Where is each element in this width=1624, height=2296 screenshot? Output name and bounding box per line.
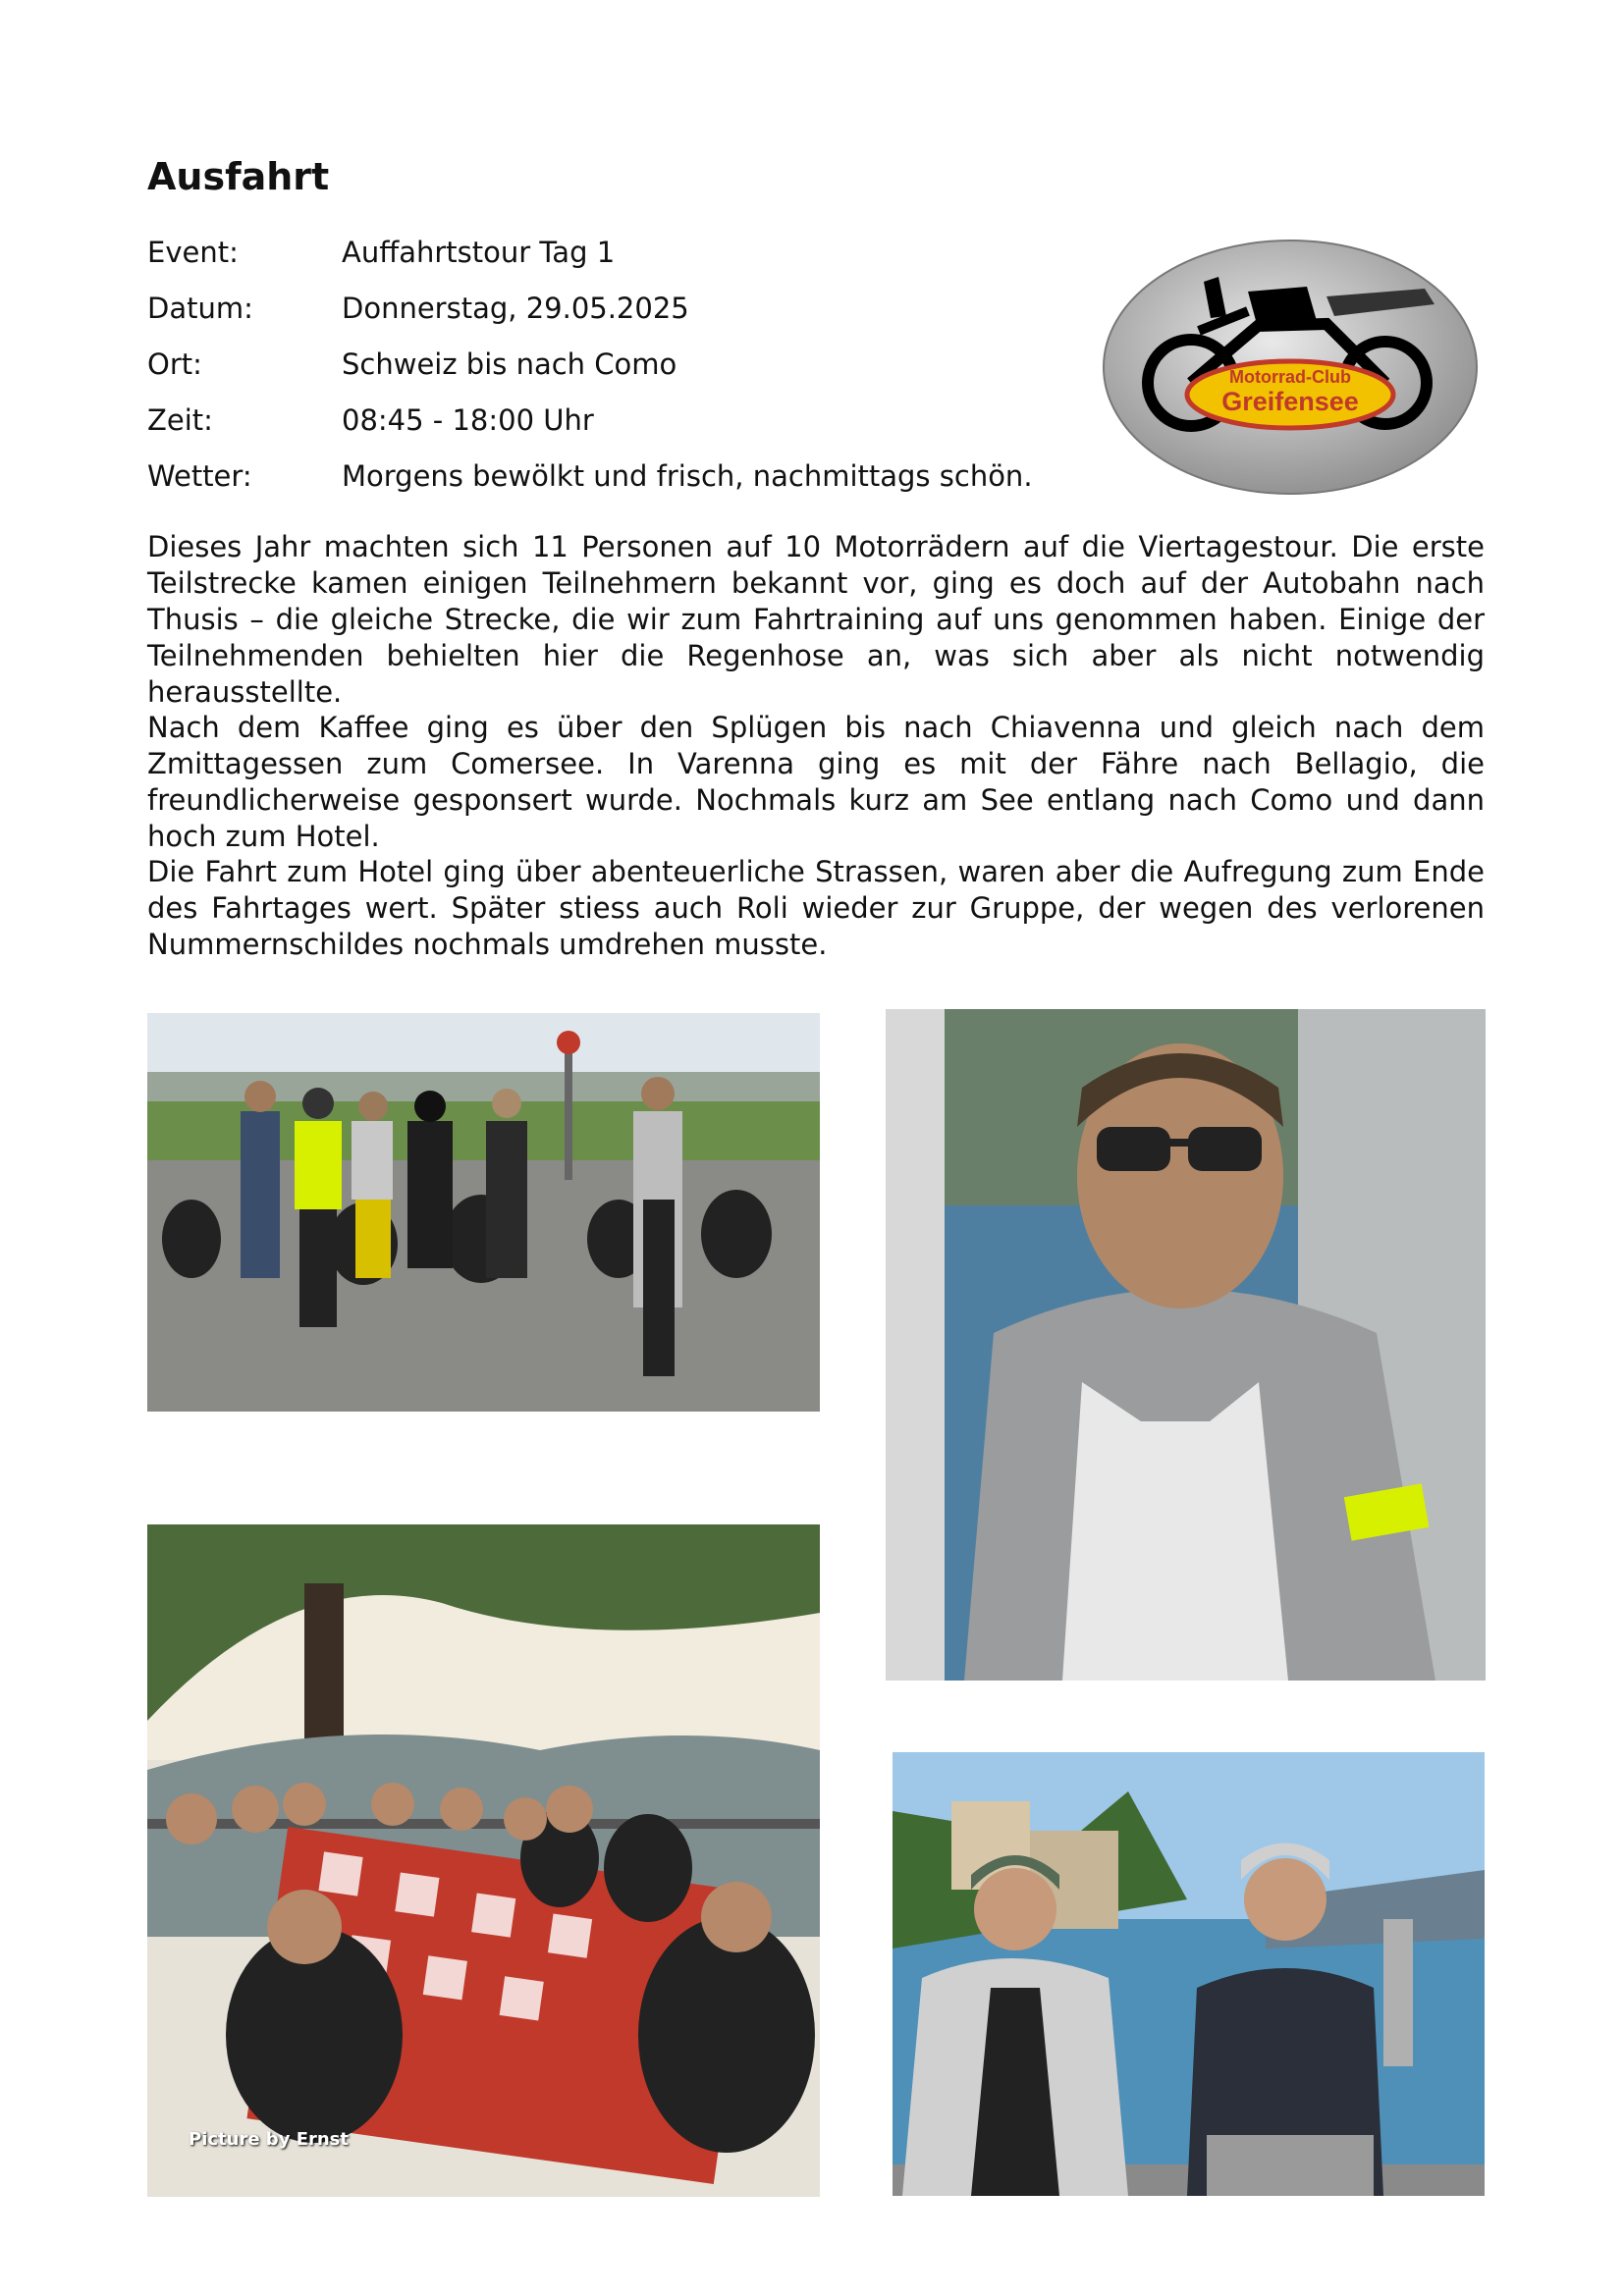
page-title: Ausfahrt bbox=[147, 155, 330, 198]
weather-row bbox=[147, 459, 1033, 515]
event-details bbox=[147, 236, 1033, 515]
paragraph-1: Dieses Jahr machten sich 11 Personen auf 10 Motorrädern auf die Viertagestour. Die erste Teilstrecke kamen einigen Teilnehmern bekannt vor, ging es doch auf der Autobahn nach Thusis – die gleiche Strecke, die wir zum Fahrtraining auf uns genommen haben. Einige der Teilnehmenden behielten hier die Regenhose an, was sich aber als nicht notwendig herausstellte. bbox=[147, 530, 1485, 709]
weather-value: Morgens bewölkt und frisch, nachmittags schön. bbox=[342, 459, 1033, 493]
event-value: Auffahrtstour Tag 1 bbox=[342, 236, 616, 269]
time-row bbox=[147, 403, 1033, 459]
photo-caption: Picture by Ernst bbox=[189, 2129, 349, 2150]
time-value: 08:45 - 18:00 Uhr bbox=[342, 403, 594, 437]
logo-line1: Motorrad-Club bbox=[1229, 367, 1351, 387]
place-label: Ort: bbox=[147, 347, 202, 381]
logo-badge bbox=[1187, 361, 1393, 428]
photo-dinner-terrace bbox=[147, 1524, 820, 2197]
photo-portrait-lake bbox=[886, 1009, 1486, 1681]
club-logo bbox=[1101, 238, 1480, 497]
event-label: Event: bbox=[147, 236, 239, 269]
weather-label: Wetter: bbox=[147, 459, 252, 493]
time-label: Zeit: bbox=[147, 403, 213, 437]
photo-two-men-lake bbox=[893, 1752, 1485, 2196]
event-row bbox=[147, 236, 1033, 292]
logo-line2: Greifensee bbox=[1221, 387, 1359, 416]
date-row bbox=[147, 292, 1033, 347]
place-value: Schweiz bis nach Como bbox=[342, 347, 677, 381]
date-value: Donnerstag, 29.05.2025 bbox=[342, 292, 689, 325]
place-row bbox=[147, 347, 1033, 403]
paragraph-2: Nach dem Kaffee ging es über den Splügen bis nach Chiavenna und gleich nach dem Zmittagessen zum Comersee. In Varenna ging es mit der Fähre nach Bellagio, die freundlicherweise gesponsert wurde. Nochmals kurz am See entlang nach Como und dann hoch zum Hotel. bbox=[147, 711, 1485, 853]
photo-riders-parking bbox=[147, 1013, 820, 1412]
date-label: Datum: bbox=[147, 292, 253, 325]
paragraph-3: Die Fahrt zum Hotel ging über abenteuerliche Strassen, waren aber die Aufregung zum Ende des Fahrtages wert. Später stiess auch Roli wieder zur Gruppe, der wegen des verlorenen Nummernschildes nochmals umdrehen musste. bbox=[147, 855, 1485, 961]
